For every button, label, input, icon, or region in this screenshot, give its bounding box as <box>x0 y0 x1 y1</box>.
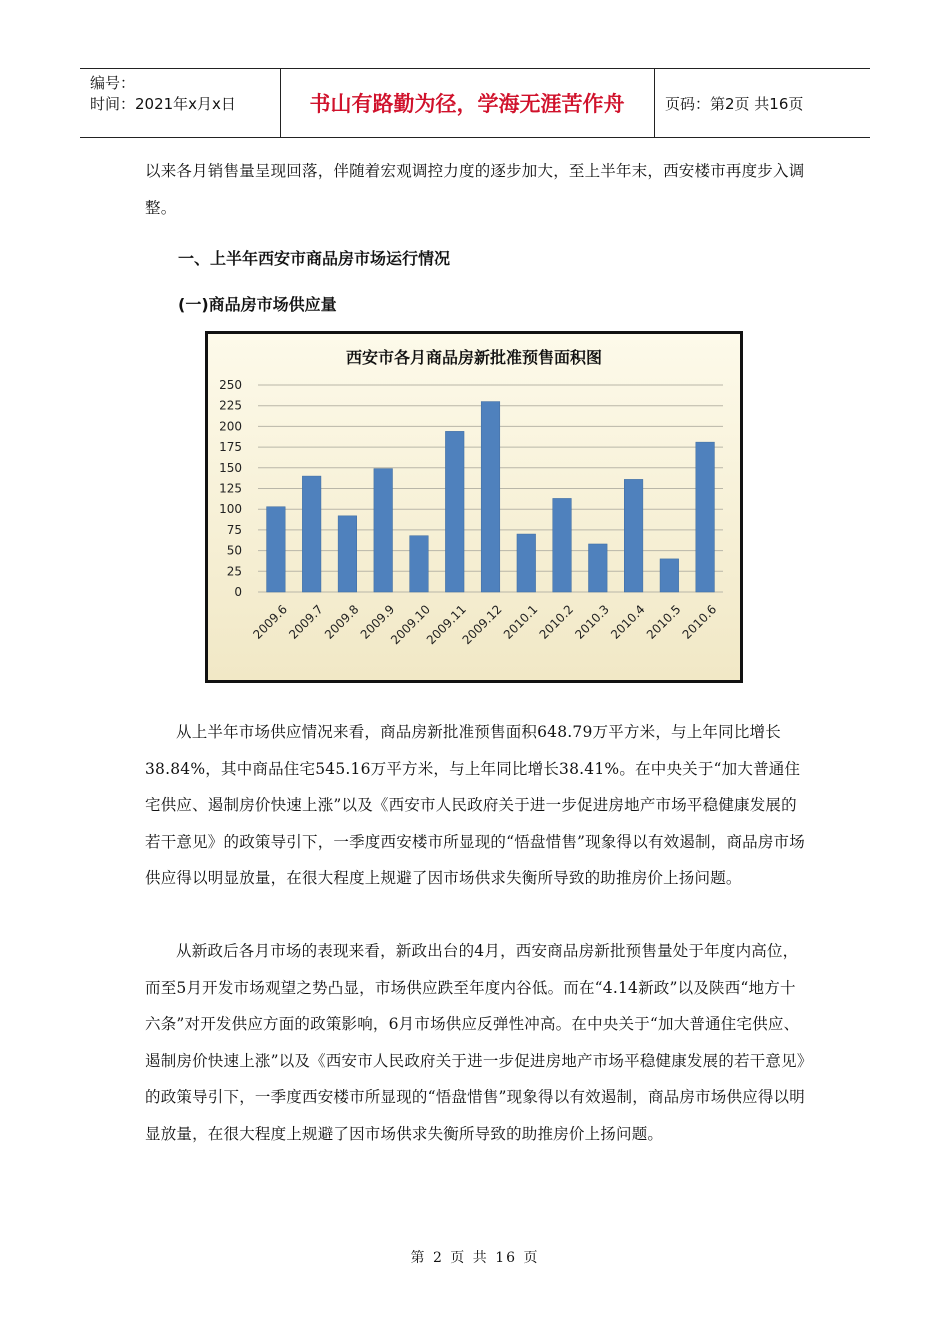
paragraph-supply-overview: 从上半年市场供应情况来看，商品房新批准预售面积648.79万平方米，与上年同比增长38.84%，其中商品住宅545.16万平方米，与上年同比增长38.41%。在中央关于“加大普通住宅供应、遏制房价快速上涨”以及《西安市人民政府关于进一步促进房地产市场平稳健康发展的若干意见》的政策导引下，一季度西安楼市所显现的“悟盘惜售”现象得以有效遏制，商品房市场供应得以明显放量，在很大程度上规避了因市场供求失衡所导致的助推房价上扬问题。 <box>145 723 805 887</box>
x-tick-label: 2009.12 <box>459 602 505 648</box>
intro-paragraph: 以来各月销售量呈现回落，伴随着宏观调控力度的逐步加大，至上半年末，西安楼市再度步入调整。 <box>145 162 805 217</box>
x-tick-label: 2010.4 <box>608 602 648 642</box>
document-date-label: 时间：2021年x月x日 <box>90 95 236 113</box>
bar <box>374 469 393 592</box>
x-tick-label: 2009.6 <box>250 602 291 642</box>
bar <box>660 559 679 592</box>
y-tick-label: 100 <box>219 502 242 517</box>
bar <box>481 402 500 592</box>
bar <box>553 498 572 592</box>
y-tick-label: 200 <box>219 419 242 434</box>
y-tick-label: 225 <box>219 398 242 413</box>
header-motto: 书山有路勤为径，学海无涯苦作舟 <box>280 69 655 137</box>
y-tick-label: 0 <box>234 585 242 599</box>
bar <box>624 479 643 592</box>
page-header <box>80 68 870 138</box>
y-tick-label: 25 <box>226 564 242 579</box>
bar <box>517 534 536 592</box>
bar <box>267 507 286 592</box>
y-tick-label: 125 <box>219 481 242 496</box>
y-tick-label: 150 <box>219 460 242 475</box>
chart-title: 西安市各月商品房新批准预售面积图 <box>345 348 603 367</box>
bars <box>267 402 715 592</box>
y-axis-ticks <box>219 378 242 599</box>
bar <box>445 431 464 592</box>
bar <box>589 544 608 592</box>
x-tick-label: 2009.7 <box>286 602 326 642</box>
header-page-number: 页码：第2页 共16页 <box>665 94 804 113</box>
x-tick-label: 2009.11 <box>423 602 469 648</box>
x-tick-label: 2010.6 <box>679 602 720 642</box>
y-tick-label: 250 <box>219 378 242 392</box>
sub-heading: (一)商品房市场供应量 <box>178 295 337 314</box>
document-number-label: 编号： <box>90 74 136 92</box>
section-heading: 一、上半年西安市商品房市场运行情况 <box>178 249 451 268</box>
x-tick-label: 2009.8 <box>321 602 362 642</box>
y-tick-label: 50 <box>226 543 242 558</box>
x-tick-label: 2010.3 <box>572 602 612 642</box>
y-tick-label: 75 <box>226 522 242 537</box>
y-tick-label: 175 <box>219 440 242 455</box>
bar <box>696 442 715 592</box>
x-tick-label: 2010.2 <box>536 602 577 642</box>
bar <box>302 476 321 592</box>
chart-frame <box>205 331 743 683</box>
x-tick-label: 2009.9 <box>357 602 398 642</box>
page-footer: 第 2 页 共 16 页 <box>410 1250 540 1266</box>
header-meta-cell <box>80 69 281 137</box>
bar <box>338 516 357 592</box>
bar <box>410 536 429 592</box>
x-tick-label: 2010.5 <box>643 602 684 642</box>
bar-chart <box>208 334 740 680</box>
x-tick-label: 2009.10 <box>388 602 434 648</box>
x-tick-label: 2010.1 <box>500 602 541 642</box>
paragraph-monthly-performance: 从新政后各月市场的表现来看，新政出台的4月，西安商品房新批预售量处于年度内高位，而至5月开发市场观望之势凸显，市场供应跌至年度内谷低。而在“4.14新政”以及陕西“地方十六条”对开发供应方面的政策影响，6月市场供应反弹性冲高。在中央关于“加大普通住宅供应、遏制房价快速上涨”以及《西安市人民政府关于进一步促进房地产市场平稳健康发展的若干意见》的政策导引下，一季度西安楼市所显现的“悟盘惜售”现象得以有效遏制，商品房市场供应得以明显放量，在很大程度上规避了因市场供求失衡所导致的助推房价上扬问题。 <box>145 942 805 1143</box>
x-axis-ticks <box>250 602 719 647</box>
